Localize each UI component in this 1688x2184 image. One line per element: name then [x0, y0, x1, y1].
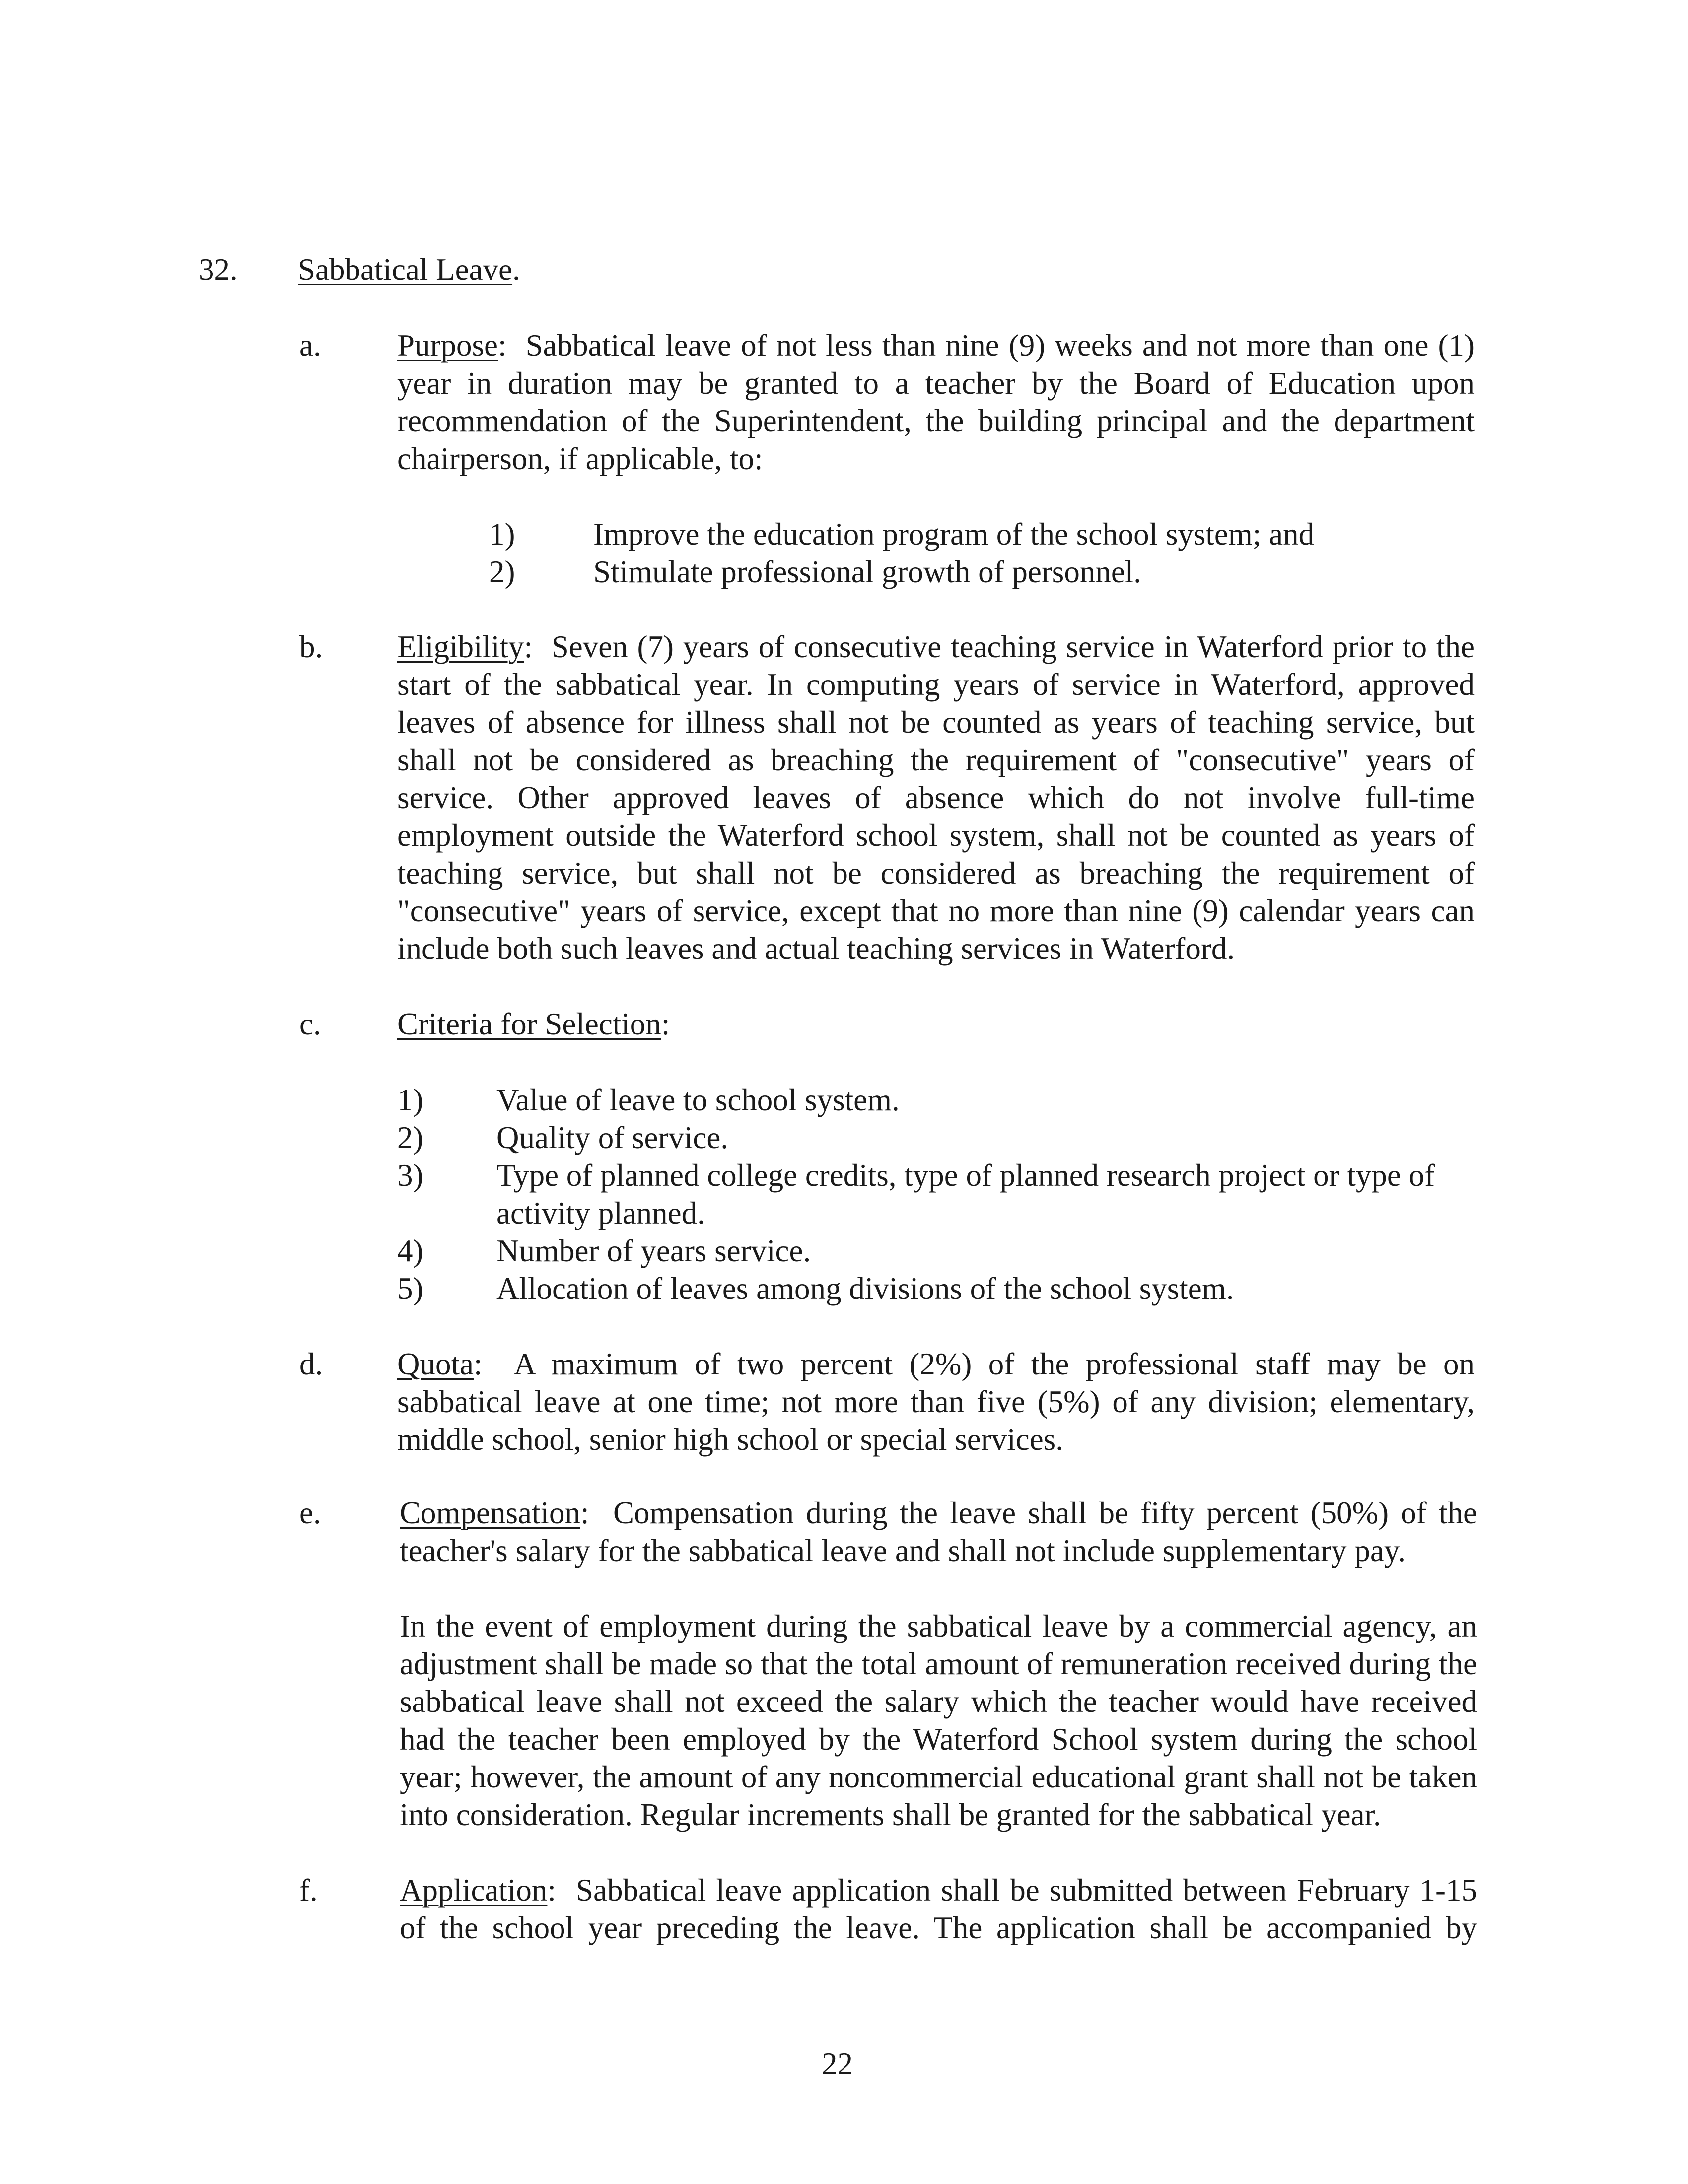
- item-b-text: Seven (7) years of consecutive teaching service in Waterford prior to the start of the sabbatical year. In computing years of service in Waterford, approved leaves of absence for illness shall not be counted as years of teaching service, but shall not be considered as breaching the requirement of "consecutive" years of service. Other approved leaves of absence which do not involve full-time employment outside the Waterford school system, shall not be counted as years of teaching service, but shall not be considered as breaching the requirement of "consecutive" years of service, except that no more than nine (9) calendar years can include both such leaves and actual teaching services in Waterford.: [397, 629, 1475, 966]
- item-c-letter: c.: [299, 1007, 321, 1041]
- item-b-paragraph: Eligibility: Seven (7) years of consecutive teaching service in Waterford prior to the start of the sabbatical year. In computing years of service in Waterford, approved leaves of absence for illness shall not be counted as years of teaching service, but shall not be considered as breaching the requirement of "consecutive" years of service. Other approved leaves of absence which do not involve full-time employment outside the Waterford school system, shall not be counted as years of teaching service, but shall not be considered as breaching the requirement of "consecutive" years of service, except that no more than nine (9) calendar years can include both such leaves and actual teaching services in Waterford.: [397, 629, 1475, 966]
- item-e-paragraph-2: In the event of employment during the sabbatical leave by a commercial agency, an adjustment shall be made so that the total amount of remuneration received during the sabbatical leave shall not exceed the salary which the teacher would have received had the teacher been employed by the Waterford School system during the school year; however, the amount of any noncommercial educational grant shall not be taken into consideration. Regular increments shall be granted for the sabbatical year.: [400, 1609, 1477, 1832]
- item-e-text: Compensation during the leave shall be fifty percent (50%) of the teacher's salary for the sabbatical leave and shall not include supplementary pay.: [400, 1496, 1477, 1568]
- item-a-text: Sabbatical leave of not less than nine (9) weeks and not more than one (1) year in duration may be granted to a teacher by the Board of Education upon recommendation of the Superintendent, the building principal and the department chairperson, if applicable, to:: [397, 328, 1475, 476]
- item-c-list-text-4: Number of years service.: [496, 1233, 811, 1268]
- item-a-list-text-2: Stimulate professional growth of personnel.: [593, 554, 1142, 589]
- item-b-heading: Eligibility: [397, 629, 524, 664]
- item-a-paragraph: Purpose: Sabbatical leave of not less than nine (9) weeks and not more than one (1) year in duration may be granted to a teacher by the Board of Education upon recommendation of the Superintendent, the building principal and the department chairperson, if applicable, to:: [397, 328, 1475, 476]
- item-d-paragraph: Quota: A maximum of two percent (2%) of the professional staff may be on sabbatical leave at one time; not more than five (5%) of any division; elementary, middle school, senior high school or special services.: [397, 1347, 1475, 1457]
- item-c-list-num-2: 2): [397, 1120, 423, 1155]
- item-c-list-text-1: Value of leave to school system.: [496, 1083, 900, 1117]
- section-number: 32.: [199, 252, 238, 287]
- section-title-text: Sabbatical Leave: [298, 252, 513, 287]
- item-c-list-text-3: Type of planned college credits, type of planned research project or type of activity planned.: [496, 1158, 1435, 1230]
- item-c-list-text-5: Allocation of leaves among divisions of the school system.: [496, 1271, 1234, 1306]
- section-title: Sabbatical Leave.: [298, 252, 520, 287]
- item-f-letter: f.: [299, 1873, 318, 1908]
- item-c-heading: Criteria for Selection: [397, 1007, 661, 1041]
- item-b-letter: b.: [299, 629, 323, 664]
- item-c-list-num-5: 5): [397, 1271, 423, 1306]
- item-f-paragraph: Application: Sabbatical leave application shall be submitted between February 1-15 of the school year preceding the leave. The application shall be accompanied by: [400, 1873, 1477, 1945]
- item-a-letter: a.: [299, 328, 321, 363]
- item-a-heading: Purpose: [397, 328, 498, 363]
- item-c-heading-line: Criteria for Selection:: [397, 1007, 670, 1041]
- item-e-heading: Compensation: [400, 1496, 580, 1530]
- item-a-list-text-1: Improve the education program of the school system; and: [593, 517, 1315, 551]
- item-c-list-num-4: 4): [397, 1233, 423, 1268]
- item-f-text: Sabbatical leave application shall be submitted between February 1-15 of the school year preceding the leave. The application shall be accompanied by: [400, 1873, 1477, 1945]
- item-c-list-num-3: 3): [397, 1158, 423, 1193]
- item-c-list-text-2: Quality of service.: [496, 1120, 729, 1155]
- item-d-letter: d.: [299, 1347, 323, 1381]
- item-a-list-num-1: 1): [489, 517, 515, 551]
- item-e-paragraph: Compensation: Compensation during the leave shall be fifty percent (50%) of the teacher's salary for the sabbatical leave and shall not include supplementary pay.: [400, 1496, 1477, 1568]
- item-a-list-num-2: 2): [489, 554, 515, 589]
- page-number: 22: [822, 2047, 853, 2081]
- item-c-list-num-1: 1): [397, 1083, 423, 1117]
- item-f-heading: Application: [400, 1873, 548, 1908]
- item-d-text: A maximum of two percent (2%) of the professional staff may be on sabbatical leave at one time; not more than five (5%) of any division; elementary, middle school, senior high school or special services.: [397, 1347, 1475, 1457]
- item-d-heading: Quota: [397, 1347, 474, 1381]
- item-e-letter: e.: [299, 1496, 321, 1530]
